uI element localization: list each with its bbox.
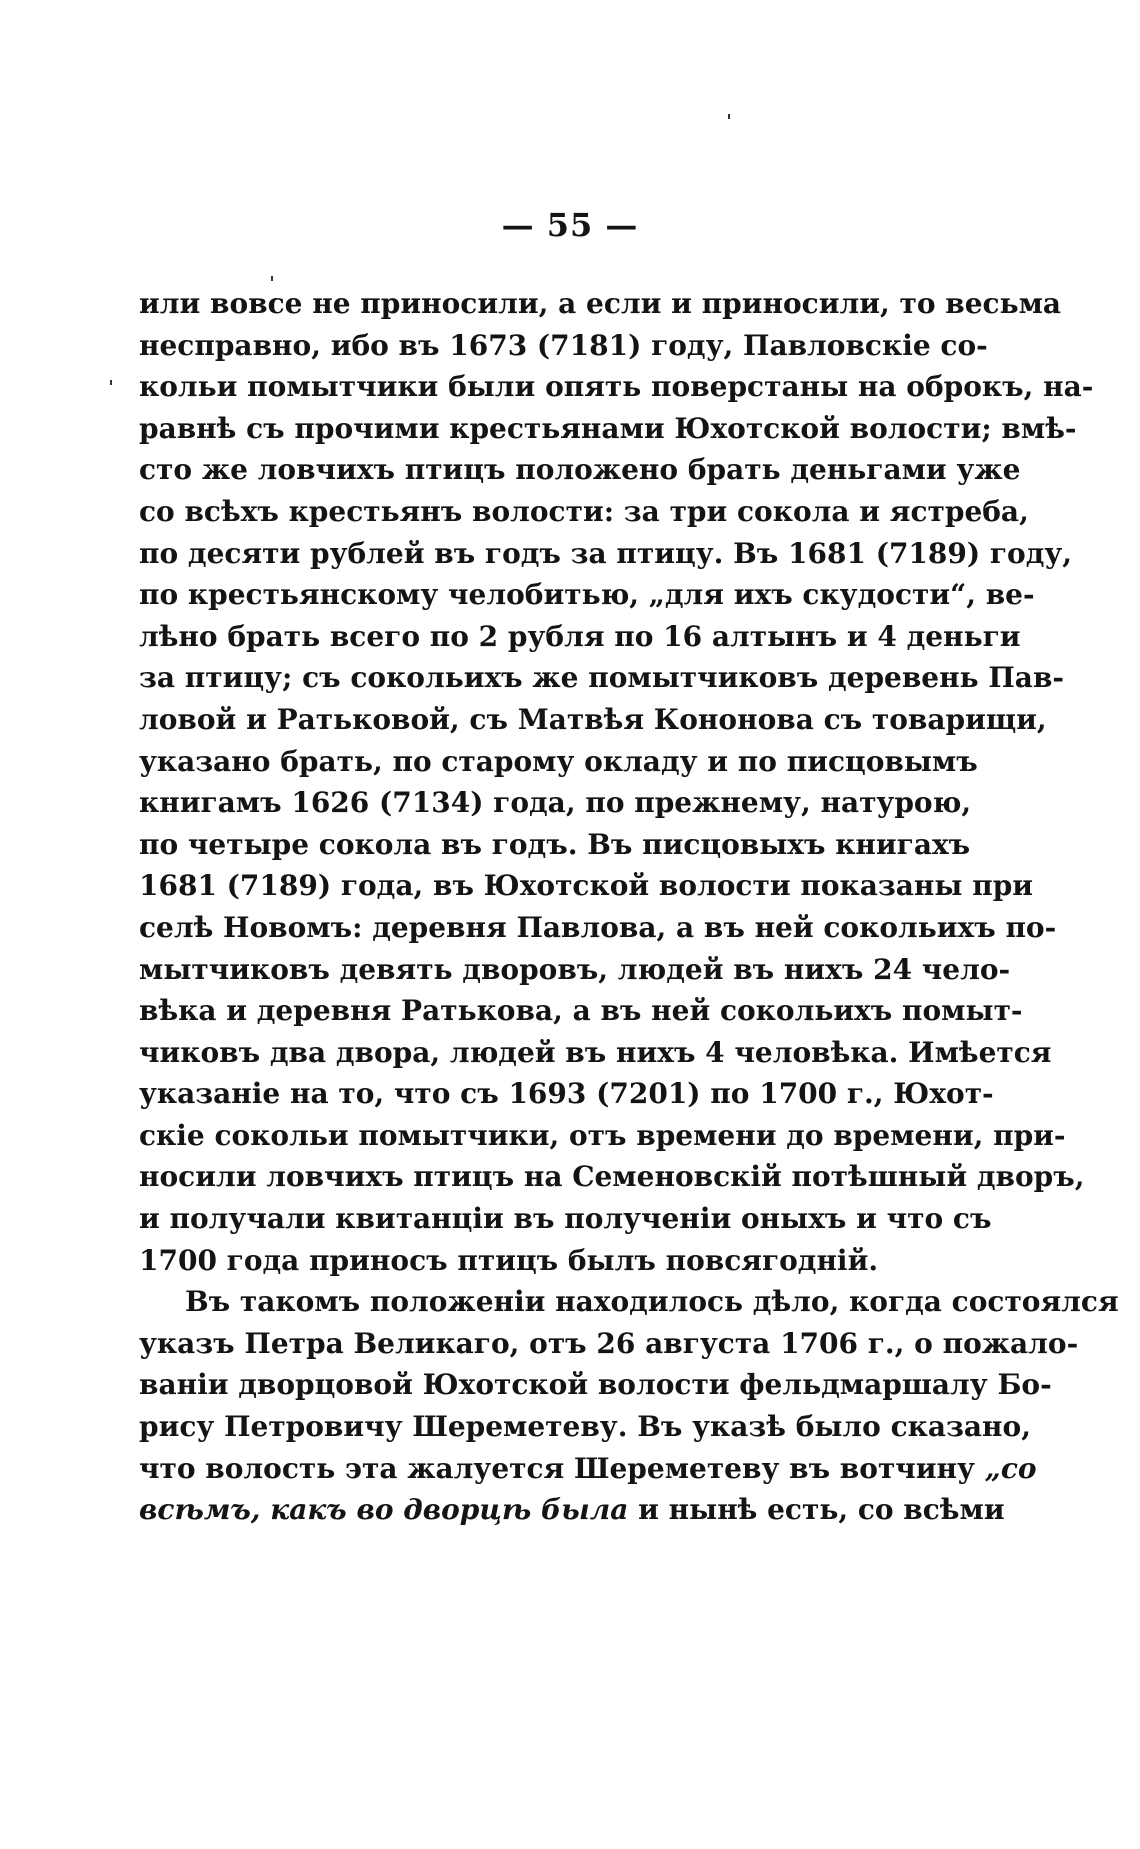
quote-open: „со (984, 1451, 1037, 1485)
text-span: и нынѣ есть, со всѣми (638, 1493, 1005, 1527)
text-line: указано брать, по старому окладу и по писцовымъ (139, 744, 978, 778)
text-line: ловой и Ратьковой, съ Матвѣя Кононова съ товарищи, (139, 702, 1047, 736)
text-line: лѣно брать всего по 2 рубля по 16 алтынъ и 4 деньги (139, 619, 1021, 653)
scan-speck (728, 114, 730, 119)
text-line (139, 1448, 1037, 1490)
text-line: 1700 года приносъ птицъ былъ повсягодній. (139, 1243, 879, 1277)
text-line: со всѣхъ крестьянъ волости: за три сокола и ястреба, (139, 494, 1029, 528)
text-line: по четыре сокола въ годъ. Въ писцовыхъ книгахъ (139, 827, 971, 861)
text-line: мытчиковъ девять дворовъ, людей въ нихъ 24 чело- (139, 952, 1011, 986)
text-line: Въ такомъ положеніи находилось дѣло, когда состоялся (185, 1285, 1119, 1319)
text-line: кольи помытчики были опять поверстаны на оброкъ, на- (139, 370, 1094, 404)
text-line: носили ловчихъ птицъ на Семеновскій потѣшный дворъ, (139, 1160, 1085, 1194)
text-line: за птицу; съ сокольихъ же помытчиковъ деревень Пав- (139, 661, 1065, 695)
text-line: книгамъ 1626 (7134) года, по прежнему, натурою, (139, 786, 972, 820)
italic-quote: всѣмъ, какъ во дворцѣ была (139, 1493, 629, 1527)
text-line: скіе сокольи помытчики, отъ времени до времени, при- (139, 1118, 1066, 1152)
text-line: по крестьянскому челобитью, „для ихъ скудости“, ве- (139, 578, 1035, 612)
text-line: сто же ловчихъ птицъ положено брать деньгами уже (139, 453, 1021, 487)
text-line: по десяти рублей въ годъ за птицу. Въ 1681 (7189) году, (139, 536, 1073, 570)
text-line: вѣка и деревня Ратькова, а въ ней сокольихъ помыт- (139, 994, 1023, 1028)
scan-speck (110, 380, 112, 385)
text-line: несправно, ибо въ 1673 (7181) году, Павловскіе со- (139, 328, 988, 362)
text-line: ваніи дворцовой Юхотской волости фельдмаршалу Бо- (139, 1368, 1052, 1402)
body-text (139, 283, 1119, 1531)
text-line: селѣ Новомъ: деревня Павлова, а въ ней сокольихъ по- (139, 910, 1057, 944)
text-line: указаніе на то, что съ 1693 (7201) по 1700 г., Юхот- (139, 1077, 994, 1111)
text-line (139, 1489, 1005, 1531)
text-line: чиковъ два двора, людей въ нихъ 4 человѣка. Имѣется (139, 1035, 1052, 1069)
text-line: 1681 (7189) года, въ Юхотской волости показаны при (139, 869, 1034, 903)
text-line: и получали квитанціи въ полученіи оныхъ и что съ (139, 1202, 992, 1236)
text-line: равнѣ съ прочими крестьянами Юхотской волости; вмѣ- (139, 411, 1077, 445)
page-number: — 55 — (501, 206, 639, 244)
text-line: указъ Петра Великаго, отъ 26 августа 1706 г., о пожало- (139, 1326, 1079, 1360)
text-line: рису Петровичу Шереметеву. Въ указѣ было сказано, (139, 1410, 1031, 1444)
text-span: что волость эта жалуется Шереметеву въ вотчину (139, 1451, 975, 1485)
text-line: или вовсе не приносили, а если и приносили, то весьма (139, 287, 1062, 320)
scan-speck (271, 276, 273, 281)
